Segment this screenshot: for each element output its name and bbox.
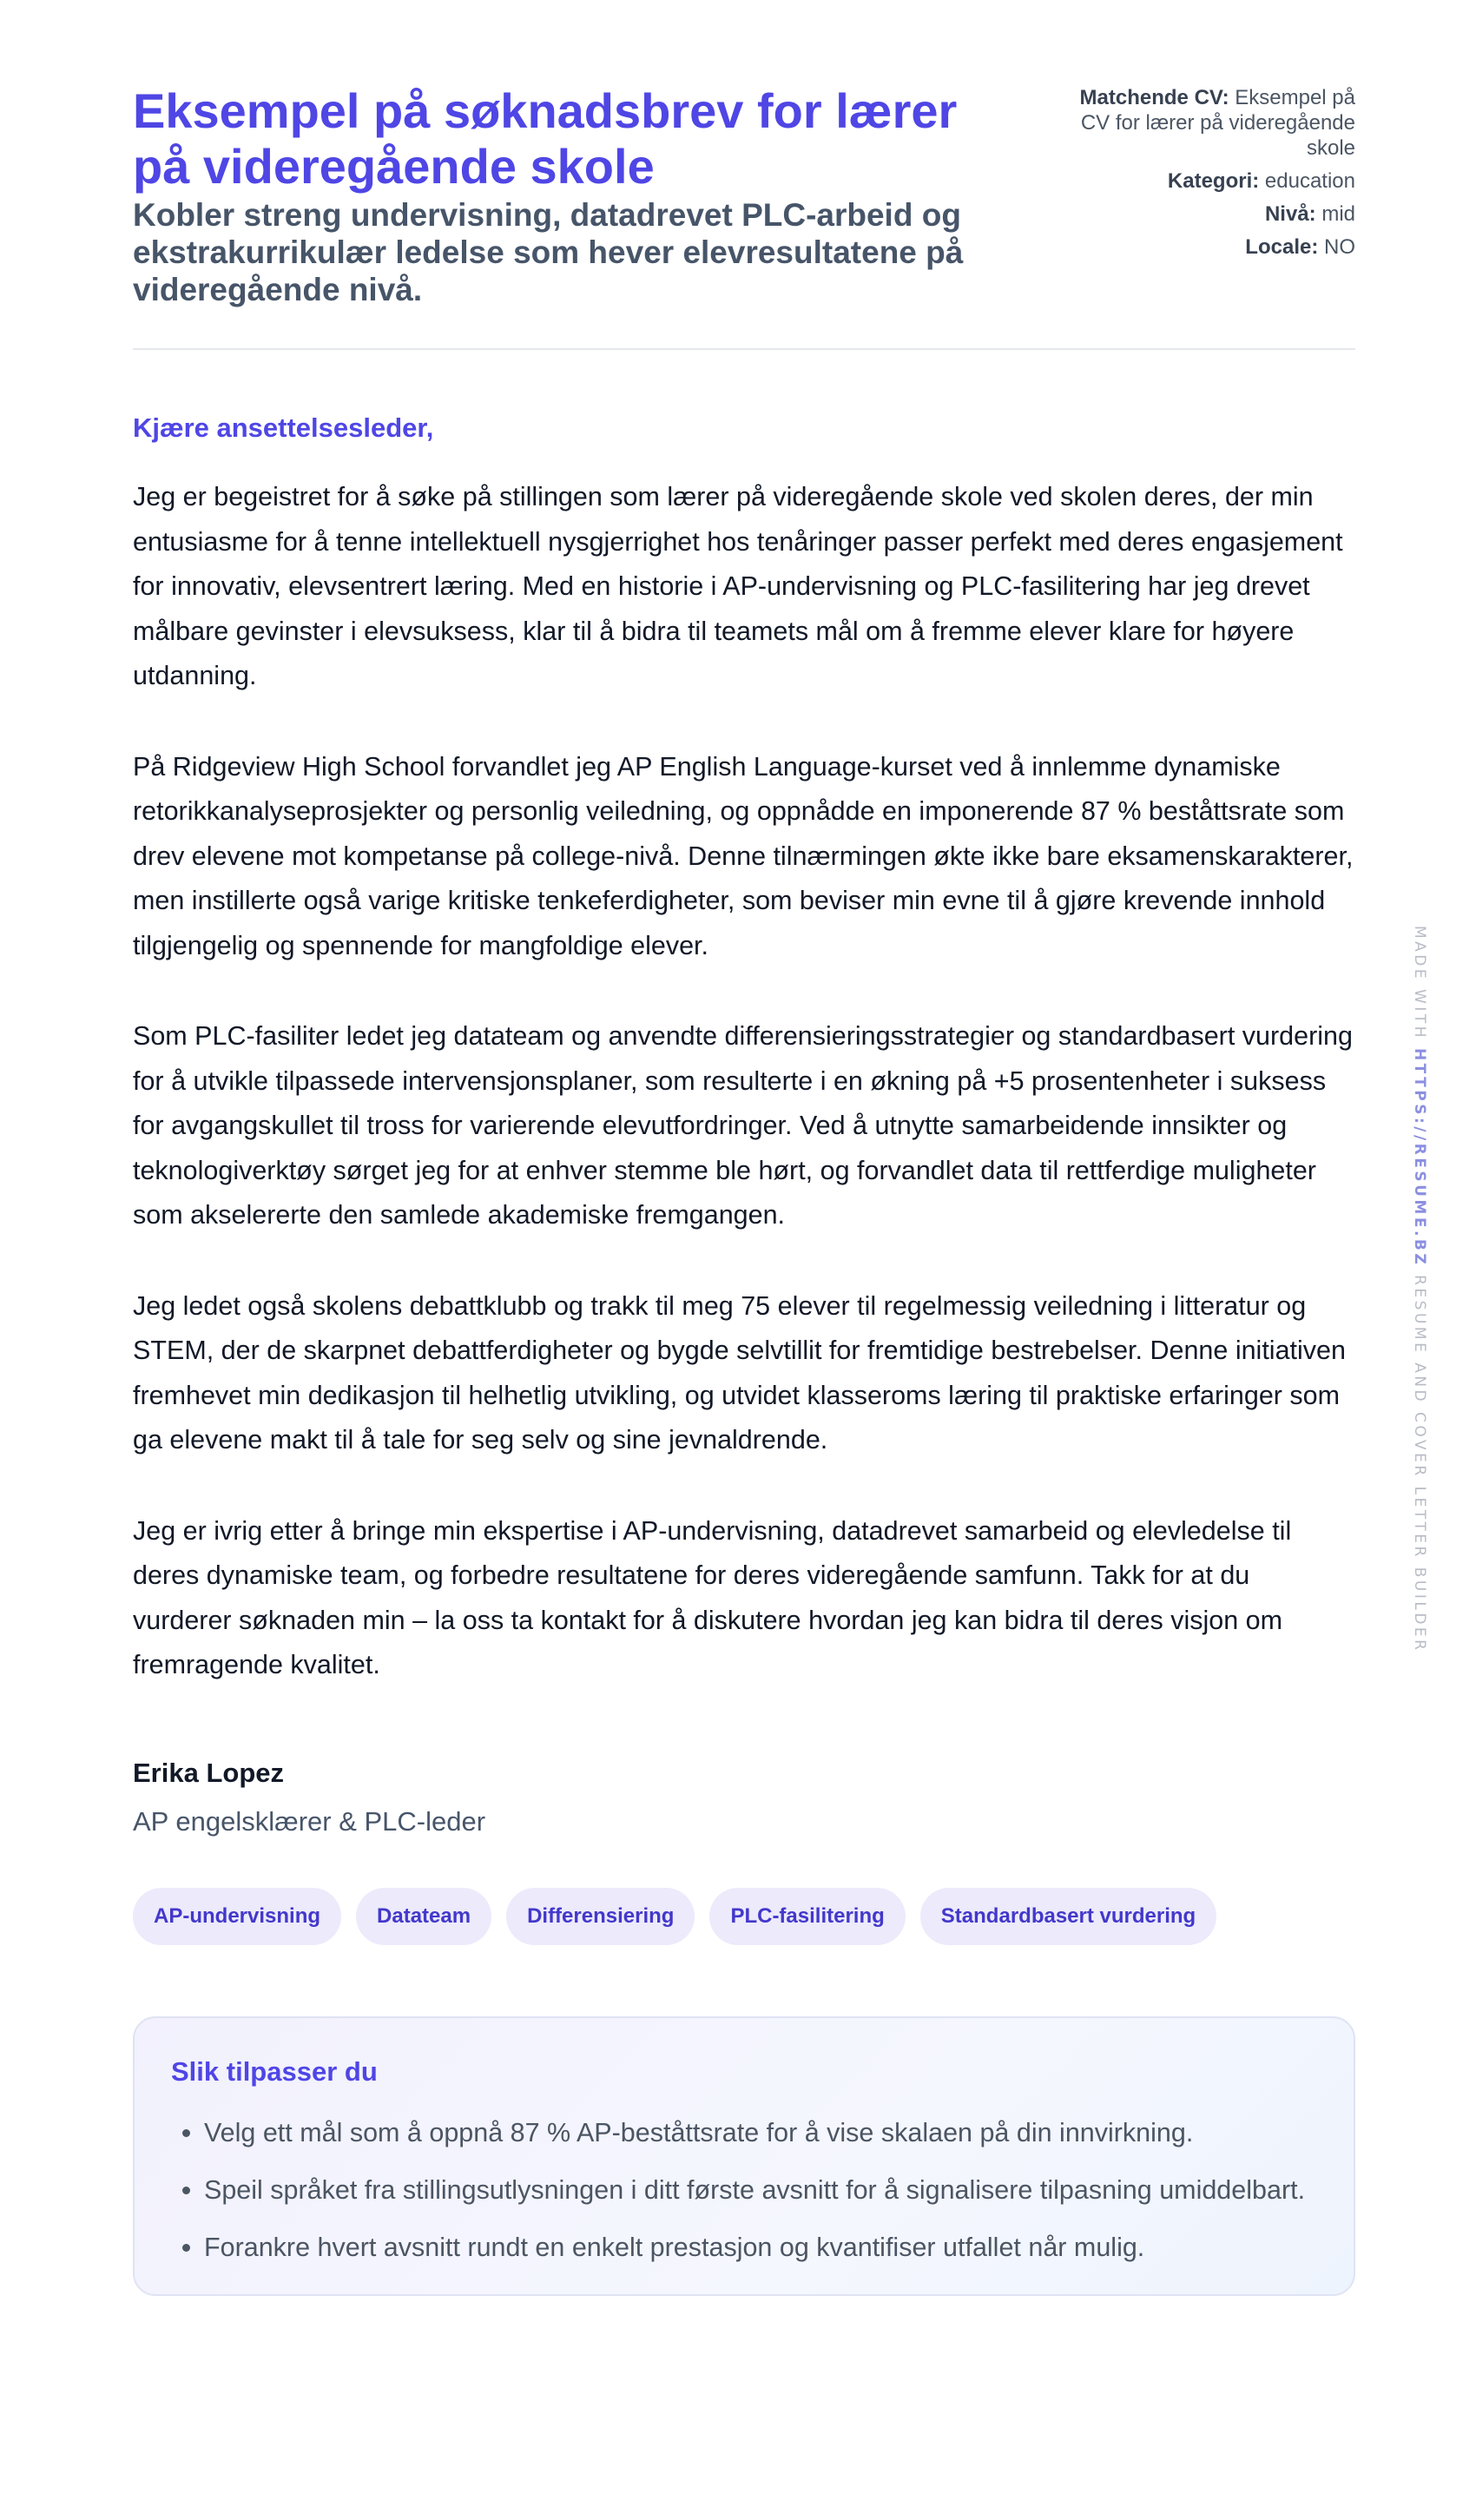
skill-tag[interactable]: Differensiering xyxy=(506,1888,695,1945)
letter-paragraph: Jeg ledet også skolens debattklubb og trakk til meg 75 elever til regelmessig veiledning i litteratur og STEM, der de skarpnet debattferdigheter og bygde selvtillit for fremtidige bestrebelser. Denne initiativen fremhevet min dedikasjon til helhetlig utvikling, og utvidet klasseroms læring til praktiske erfaringer som ga elevene makt til å tale for seg selv og sine jevnaldrende. xyxy=(133,1290,1346,1455)
page-title: Eksempel på søknadsbrev for lærer på videregående skole xyxy=(133,83,958,194)
meta-locale xyxy=(1060,234,1355,260)
header-titles xyxy=(133,83,1010,308)
watermark-prefix: MADE WITH xyxy=(1411,926,1428,1041)
meta-locale-label: Locale: xyxy=(1245,235,1319,259)
meta-cv-value[interactable]: Eksempel på CV for lærer på videregående skole xyxy=(1080,86,1355,160)
meta-level-label: Nivå: xyxy=(1264,202,1316,226)
meta-category-label: Kategori: xyxy=(1167,169,1260,193)
meta-matching-cv xyxy=(1060,85,1355,161)
meta-category-value: education xyxy=(1264,169,1355,193)
letter-signature xyxy=(133,1758,1355,1837)
page-subtitle: Kobler streng undervisning, datadrevet PLC-arbeid og ekstrakurrikulær ledelse som hever elevresultatene på videregående nivå. xyxy=(133,197,964,307)
signature-name: Erika Lopez xyxy=(133,1757,284,1788)
meta-category xyxy=(1060,168,1355,194)
tips-list xyxy=(171,2110,1317,2270)
letter-salutation: Kjære ansettelsesleder, xyxy=(133,412,434,443)
meta-panel xyxy=(1060,83,1355,267)
watermark-link[interactable]: HTTPS://RESUME.BZ xyxy=(1411,1047,1428,1268)
letter-paragraph: På Ridgeview High School forvandlet jeg AP English Language-kurset ved å innlemme dynamiske retorikkanalyseprosjekter og personlig veiledning, og oppnådde en imponerende 87 % beståttsrate som drev elevene mot kompetanse på college-nivå. Denne tilnærmingen økte ikke bare eksamenskarakterer, men instillerte også varige kritiske tenkeferdigheter, som beviser min evne til å gjøre krevende innhold tilgjengelig og spennende for mangfoldige elever. xyxy=(133,751,1354,960)
skill-tag[interactable]: Datateam xyxy=(356,1888,491,1945)
letter-paragraph: Jeg er begeistret for å søke på stillingen som lærer på videregående skole ved skolen deres, der min entusiasme for å tenne intellektuell nysgjerrighet hos tenåringer passer perfekt med deres engasjement for innovativ, elevsentrert læring. Med en historie i AP-undervisning og PLC-fasilitering har jeg drevet målbare gevinster i elevsuksess, klar til å bidra til teamets mål om å fremme elever klare for høyere utdanning. xyxy=(133,482,1343,690)
letter-paragraph: Som PLC-fasiliter ledet jeg datateam og anvendte differensieringsstrategier og standardbasert vurdering for å utvikle tilpassede intervensjonsplaner, som resulterte i en økning på +5 prosentenheter i suksess for avgangskullet til tross for varierende elevutfordringer. Ved å utnytte samarbeidende innsikter og teknologiverktøy sørget jeg for at enhver stemme ble hørt, og forvandlet data til rettferdige muligheter som akselererte den samlede akademiske fremgangen. xyxy=(133,1021,1353,1230)
vertical-watermark xyxy=(1411,926,1428,1653)
page-header xyxy=(133,83,1355,350)
meta-cv-label: Matchende CV: xyxy=(1079,86,1229,109)
tip-item: • Velg ett mål som å oppnå 87 % AP-beståttsrate for å vise skalaen på din innvirkning. xyxy=(204,2110,1317,2155)
meta-level xyxy=(1060,201,1355,227)
tip-item: • Forankre hvert avsnitt rundt en enkelt prestasjon og kvantifiser utfallet når mulig. xyxy=(204,2225,1317,2270)
watermark-suffix: RESUME AND COVER LETTER BUILDER xyxy=(1411,1275,1428,1653)
meta-level-value: mid xyxy=(1321,202,1355,226)
tip-item: • Speil språket fra stillingsutlysningen i ditt første avsnitt for å signalisere tilpasning umiddelbart. xyxy=(204,2167,1317,2213)
customization-tips-box xyxy=(133,2016,1355,2296)
letter-body xyxy=(133,475,1355,1688)
tips-title: Slik tilpasser du xyxy=(171,2055,378,2087)
skill-tags xyxy=(133,1888,1355,1945)
signature-role: AP engelsklærer & PLC-leder xyxy=(133,1805,486,1837)
meta-locale-value: NO xyxy=(1324,235,1355,259)
letter-paragraph: Jeg er ivrig etter å bringe min ekspertise i AP-undervisning, datadrevet samarbeid og elevledelse til deres dynamiske team, og forbedre resultatene for deres videregående samfunn. Takk for at du vurderer søknaden min – la oss ta kontakt for å diskutere hvordan jeg kan bidra til deres visjon om fremragende kvalitet. xyxy=(133,1515,1292,1679)
skill-tag[interactable]: PLC-fasilitering xyxy=(709,1888,905,1945)
skill-tag[interactable]: AP-undervisning xyxy=(133,1888,341,1945)
cover-letter-page xyxy=(133,83,1355,2296)
skill-tag[interactable]: Standardbasert vurdering xyxy=(920,1888,1216,1945)
